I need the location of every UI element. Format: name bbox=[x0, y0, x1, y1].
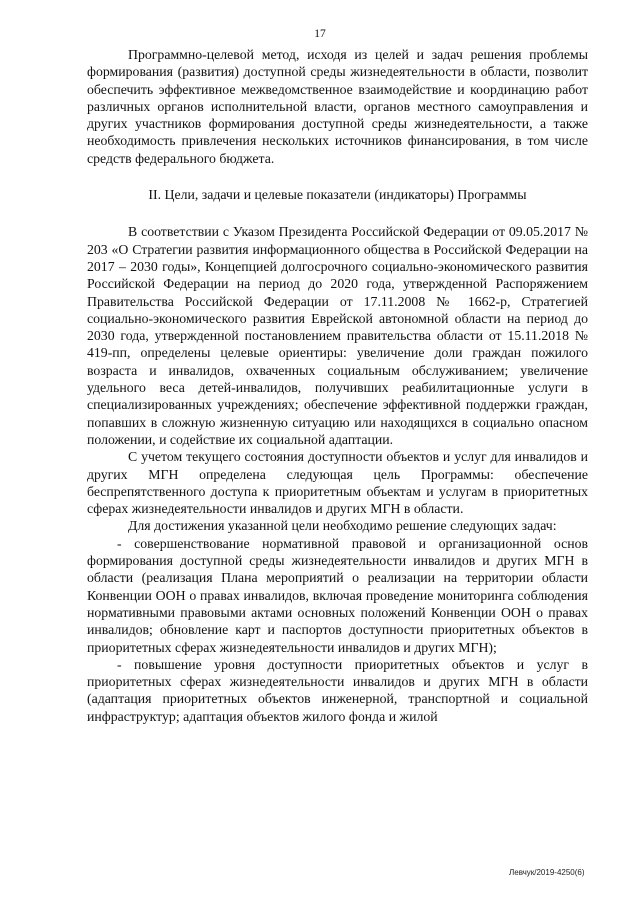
section-heading: II. Цели, задачи и целевые показатели (индикаторы) Программы bbox=[148, 187, 527, 203]
intro-paragraph: Программно-целевой метод, исходя из целей и задач решения проблемы формирования (развития) доступной среды жизнедеятельности в области, позволит обеспечить эффективное межведомственное взаимодействие и координацию работ различных органов исполнительной власти, органов местного самоуправления и других участников формирования доступной среды жизнедеятельности, а также необходимость привлечения нескольких источников финансирования, в том числе средств федерального бюджета. bbox=[87, 47, 588, 166]
document-body bbox=[87, 46, 588, 725]
paragraph-tasks-intro: Для достижения указанной цели необходимо решение следующих задач: bbox=[128, 518, 557, 534]
document-code: Левчук/2019-4250(6) bbox=[509, 868, 585, 877]
task-item-2: - повышение уровня доступности приоритетных объектов и услуг в приоритетных сферах жизнедеятельности инвалидов и других МГН в области (адаптация приоритетных объектов инженерной, транспортной и социальной инфраструктур; адаптация объектов жилого фонда и жилой bbox=[87, 656, 588, 724]
paragraph-goal: С учетом текущего состояния доступности объектов и услуг для инвалидов и других МГН определена следующая цель Программы: обеспечение беспрепятственного доступа к приоритетным объектам и услугам в приоритетных сферах жизнедеятельности инвалидов и других МГН в области. bbox=[87, 449, 588, 517]
paragraph-strategy: В соответствии с Указом Президента Российской Федерации от 09.05.2017 № 203 «О Стратегии развития информационного общества в Российской Федерации на 2017 – 2030 годы», Концепцией долгосрочного социально-экономического развития Российской Федерации на период до 2020 года, утвержденной Распоряжением Правительства Российской Федерации от 17.11.2008 № 1662-р, Стратегией социально-экономического развития Еврейской автономной области на период до 2030 года, утвержденной постановлением правительства области от 15.11.2018 № 419-пп, определены целевые ориентиры: увеличение доли граждан пожилого возраста и инвалидов, охваченных социальным обслуживанием; увеличение удельного веса детей-инвалидов, получивших реабилитационные услуги в специализированных учреждениях; обеспечение эффективной поддержки граждан, попавших в сложную жизненную ситуацию или находящихся в социально опасном положении, и содействие их социальной адаптации. bbox=[87, 224, 588, 447]
task-item-1: - совершенствование нормативной правовой и организационной основ формирования доступной среды жизнедеятельности инвалидов и других МГН в области (реализация Плана мероприятий о реализации на территории области Конвенции ООН о правах инвалидов, включая проведение мониторинга соблюдения нормативными правовыми актами основных положений Конвенции ООН о правах инвалидов; обновление карт и паспортов доступности приоритетных объектов в приоритетных сферах жизнедеятельности инвалидов и других МГН); bbox=[87, 535, 588, 655]
page-number: 17 bbox=[314, 28, 326, 40]
